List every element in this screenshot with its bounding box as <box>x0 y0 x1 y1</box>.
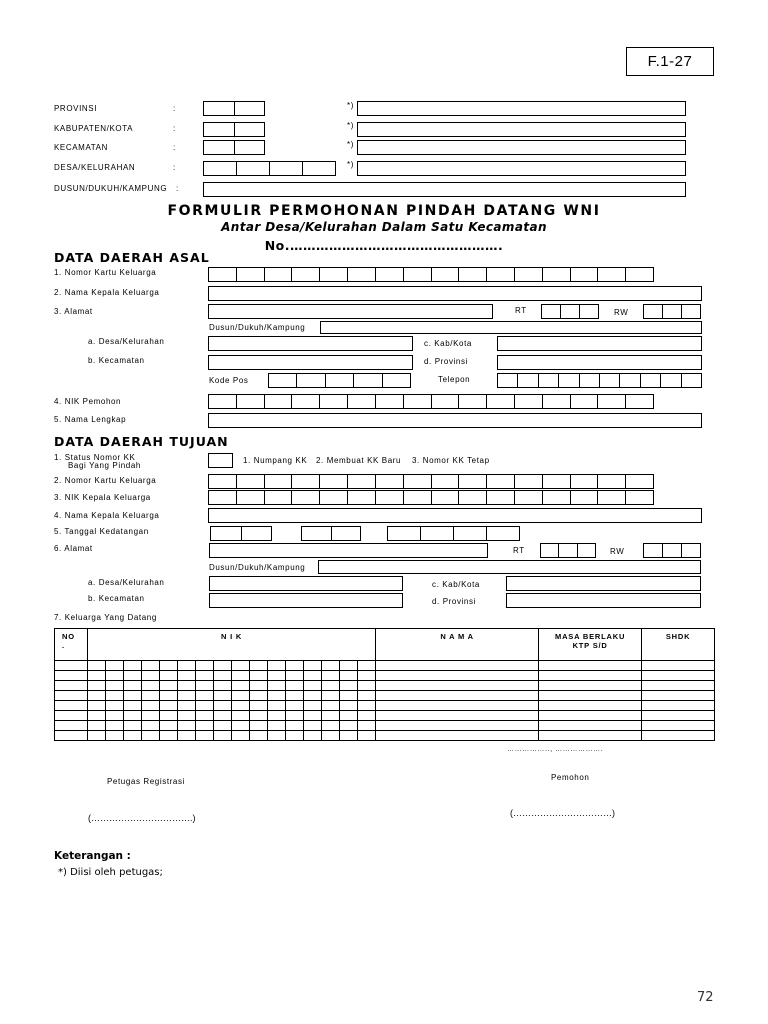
asal-nama-lengkap-field[interactable] <box>208 413 702 428</box>
table-cell[interactable] <box>304 731 322 741</box>
table-cell[interactable] <box>358 681 376 691</box>
table-cell[interactable] <box>250 661 268 671</box>
tujuan-dusun-field[interactable] <box>318 560 701 574</box>
table-row <box>55 731 715 741</box>
table-cell[interactable] <box>304 691 322 701</box>
table-cell[interactable] <box>232 711 250 721</box>
table-cell[interactable] <box>106 701 124 711</box>
table-cell[interactable] <box>232 681 250 691</box>
col-no-label: NO <box>62 632 75 641</box>
label-tujuan-kabkota: c. Kab/Kota <box>432 580 480 589</box>
table-cell[interactable] <box>358 721 376 731</box>
table-row <box>55 671 715 681</box>
table-cell[interactable] <box>376 711 539 721</box>
table-cell[interactable] <box>106 721 124 731</box>
table-row <box>55 661 715 671</box>
table-row <box>55 681 715 691</box>
label-asal-kabkota: c. Kab/Kota <box>424 339 472 348</box>
table-cell[interactable] <box>642 721 715 731</box>
star-mark: *) <box>347 121 354 130</box>
col-no-dot: . <box>62 641 65 650</box>
keterangan-title: Keterangan : <box>54 850 131 862</box>
table-cell[interactable] <box>196 731 214 741</box>
table-cell[interactable] <box>88 721 106 731</box>
table-cell[interactable] <box>160 681 178 691</box>
kabupaten-code-boxes[interactable] <box>203 122 265 137</box>
section-heading-asal: DATA DAERAH ASAL <box>54 250 210 265</box>
table-cell[interactable] <box>642 701 715 711</box>
table-cell[interactable] <box>250 681 268 691</box>
label-tujuan-status-kk-2: Bagi Yang Pindah <box>68 461 141 470</box>
table-cell[interactable] <box>268 731 286 741</box>
label-tujuan-dusun: Dusun/Dukuh/Kampung <box>209 563 306 572</box>
table-cell[interactable] <box>642 691 715 701</box>
form-number: No.…………………………………………. <box>264 238 504 253</box>
status-option-1: 1. Numpang KK <box>243 456 308 465</box>
table-cell[interactable] <box>178 721 196 731</box>
table-cell[interactable] <box>178 731 196 741</box>
table-cell[interactable] <box>286 681 304 691</box>
table-cell[interactable] <box>268 711 286 721</box>
table-cell[interactable] <box>214 691 232 701</box>
table-cell[interactable] <box>196 701 214 711</box>
table-cell[interactable] <box>160 671 178 681</box>
col-header-masa <box>539 629 642 661</box>
table-cell[interactable] <box>539 691 642 701</box>
label-asal-kecamatan: b. Kecamatan <box>88 356 145 365</box>
form-title: FORMULIR PERMOHONAN PINDAH DATANG WNI <box>167 203 601 219</box>
table-cell[interactable] <box>142 691 160 701</box>
table-cell[interactable] <box>304 711 322 721</box>
keluarga-table <box>54 628 715 741</box>
table-cell[interactable] <box>124 691 142 701</box>
status-option-3: 3. Nomor KK Tetap <box>412 456 490 465</box>
table-cell[interactable] <box>376 701 539 711</box>
tujuan-tanggal-day-boxes[interactable] <box>210 526 272 541</box>
table-cell[interactable] <box>178 661 196 671</box>
col-header-shdk: SHDK <box>642 629 715 661</box>
table-cell[interactable] <box>250 671 268 681</box>
table-cell[interactable] <box>106 691 124 701</box>
table-cell[interactable] <box>196 661 214 671</box>
col-header-nama: N A M A <box>376 629 539 661</box>
kabupaten-name-field[interactable] <box>357 122 686 137</box>
table-cell[interactable] <box>340 691 358 701</box>
table-cell[interactable] <box>88 731 106 741</box>
label-tujuan-rw: RW <box>610 547 625 556</box>
table-cell[interactable] <box>642 711 715 721</box>
provinsi-name-field[interactable] <box>357 101 686 116</box>
table-cell[interactable] <box>340 711 358 721</box>
table-cell[interactable] <box>178 691 196 701</box>
table-cell[interactable] <box>55 681 88 691</box>
keterangan-note: *) Diisi oleh petugas; <box>58 867 163 878</box>
table-cell[interactable] <box>142 711 160 721</box>
table-cell[interactable] <box>160 701 178 711</box>
table-cell[interactable] <box>286 731 304 741</box>
table-cell[interactable] <box>232 661 250 671</box>
table-cell[interactable] <box>322 731 340 741</box>
form-code: F.1-27 <box>647 53 693 70</box>
table-cell[interactable] <box>340 681 358 691</box>
table-cell[interactable] <box>196 711 214 721</box>
table-cell[interactable] <box>124 711 142 721</box>
table-cell[interactable] <box>106 731 124 741</box>
table-cell[interactable] <box>88 681 106 691</box>
table-cell[interactable] <box>88 671 106 681</box>
table-cell[interactable] <box>196 681 214 691</box>
tujuan-alamat-field[interactable] <box>209 543 488 558</box>
table-cell[interactable] <box>214 681 232 691</box>
label-keluarga-datang: 7. Keluarga Yang Datang <box>54 613 157 622</box>
table-cell[interactable] <box>268 691 286 701</box>
table-cell[interactable] <box>376 721 539 731</box>
table-cell[interactable] <box>322 661 340 671</box>
table-cell[interactable] <box>322 691 340 701</box>
asal-rt-boxes[interactable] <box>541 304 599 319</box>
asal-provinsi-field[interactable] <box>497 355 702 370</box>
keluarga-table-body <box>55 661 715 741</box>
table-cell[interactable] <box>286 661 304 671</box>
table-cell[interactable] <box>160 661 178 671</box>
table-cell[interactable] <box>539 711 642 721</box>
table-cell[interactable] <box>142 681 160 691</box>
table-cell[interactable] <box>178 681 196 691</box>
label-kabupaten: KABUPATEN/KOTA <box>54 124 134 133</box>
table-cell[interactable] <box>304 671 322 681</box>
table-cell[interactable] <box>304 661 322 671</box>
table-cell[interactable] <box>55 731 88 741</box>
table-cell[interactable] <box>88 711 106 721</box>
table-cell[interactable] <box>88 701 106 711</box>
asal-kodepos-boxes[interactable] <box>268 373 411 388</box>
table-cell[interactable] <box>124 721 142 731</box>
table-cell[interactable] <box>539 671 642 681</box>
table-cell[interactable] <box>539 701 642 711</box>
table-cell[interactable] <box>232 701 250 711</box>
table-cell[interactable] <box>268 671 286 681</box>
table-cell[interactable] <box>196 671 214 681</box>
table-cell[interactable] <box>196 691 214 701</box>
table-cell[interactable] <box>358 671 376 681</box>
desa-name-field[interactable] <box>357 161 686 176</box>
table-cell[interactable] <box>376 661 539 671</box>
label-asal-provinsi: d. Provinsi <box>424 357 468 366</box>
colon: : <box>173 104 176 113</box>
asal-dusun-field[interactable] <box>320 321 702 334</box>
table-cell[interactable] <box>376 691 539 701</box>
dusun-field[interactable] <box>203 182 686 197</box>
table-cell[interactable] <box>124 731 142 741</box>
label-tujuan-nama-kepala: 4. Nama Kepala Keluarga <box>54 511 160 520</box>
table-cell[interactable] <box>642 671 715 681</box>
form-subtitle: Antar Desa/Kelurahan Dalam Satu Kecamatan <box>221 220 547 234</box>
label-kecamatan: KECAMATAN <box>54 143 108 152</box>
table-cell[interactable] <box>142 731 160 741</box>
table-cell[interactable] <box>376 671 539 681</box>
table-cell[interactable] <box>214 701 232 711</box>
table-row <box>55 701 715 711</box>
table-cell[interactable] <box>250 711 268 721</box>
sign-date-line: …………….., ………………. <box>507 746 604 753</box>
asal-nama-kepala-field[interactable] <box>208 286 702 301</box>
table-cell[interactable] <box>214 671 232 681</box>
star-mark: *) <box>347 101 354 110</box>
table-cell[interactable] <box>358 701 376 711</box>
tujuan-rw-boxes[interactable] <box>643 543 701 558</box>
table-cell[interactable] <box>304 701 322 711</box>
table-cell[interactable] <box>250 701 268 711</box>
table-cell[interactable] <box>340 661 358 671</box>
table-cell[interactable] <box>124 701 142 711</box>
table-cell[interactable] <box>340 701 358 711</box>
asal-nomor-kk-boxes[interactable] <box>208 267 654 282</box>
table-cell[interactable] <box>539 681 642 691</box>
col-masa-label-2: KTP S/D <box>572 641 608 650</box>
table-header-row <box>55 629 715 661</box>
label-tujuan-nomor-kk: 2. Nomor Kartu Keluarga <box>54 476 157 485</box>
table-cell[interactable] <box>106 661 124 671</box>
col-masa-label: MASA BERLAKU <box>555 632 626 641</box>
table-cell[interactable] <box>358 731 376 741</box>
label-asal-nama-lengkap: 5. Nama Lengkap <box>54 415 127 424</box>
label-asal-desa: a. Desa/Kelurahan <box>88 337 165 346</box>
table-cell[interactable] <box>322 711 340 721</box>
table-cell[interactable] <box>268 681 286 691</box>
label-tujuan-alamat: 6. Alamat <box>54 544 93 553</box>
table-cell[interactable] <box>232 721 250 731</box>
section-heading-tujuan: DATA DAERAH TUJUAN <box>54 434 229 449</box>
tujuan-status-kk-box[interactable] <box>208 453 233 468</box>
table-cell[interactable] <box>322 681 340 691</box>
table-cell[interactable] <box>268 701 286 711</box>
tujuan-nik-kepala-boxes[interactable] <box>208 490 654 505</box>
table-cell[interactable] <box>178 711 196 721</box>
table-cell[interactable] <box>232 691 250 701</box>
table-cell[interactable] <box>268 661 286 671</box>
table-cell[interactable] <box>214 661 232 671</box>
table-cell[interactable] <box>286 701 304 711</box>
table-cell[interactable] <box>55 671 88 681</box>
label-asal-dusun: Dusun/Dukuh/Kampung <box>209 323 306 332</box>
tujuan-provinsi-field[interactable] <box>506 593 701 608</box>
provinsi-code-boxes[interactable] <box>203 101 265 116</box>
colon: : <box>176 184 179 193</box>
label-tujuan-desa: a. Desa/Kelurahan <box>88 578 165 587</box>
table-cell[interactable] <box>142 671 160 681</box>
pemohon-signature-line[interactable]: (……………………………) <box>510 808 615 818</box>
table-cell[interactable] <box>322 721 340 731</box>
table-row <box>55 691 715 701</box>
tujuan-tanggal-year-boxes[interactable] <box>387 526 520 541</box>
table-cell[interactable] <box>286 721 304 731</box>
table-cell[interactable] <box>340 721 358 731</box>
table-cell[interactable] <box>55 721 88 731</box>
asal-rw-boxes[interactable] <box>643 304 701 319</box>
table-cell[interactable] <box>642 661 715 671</box>
table-row <box>55 721 715 731</box>
table-cell[interactable] <box>178 671 196 681</box>
table-cell[interactable] <box>142 661 160 671</box>
label-asal-nik-pemohon: 4. NIK Pemohon <box>54 397 122 406</box>
tujuan-desa-field[interactable] <box>209 576 403 591</box>
table-cell[interactable] <box>55 661 88 671</box>
kecamatan-code-boxes[interactable] <box>203 140 265 155</box>
form-code-box <box>626 47 714 76</box>
star-mark: *) <box>347 160 354 169</box>
table-cell[interactable] <box>286 711 304 721</box>
col-header-no <box>55 629 88 661</box>
label-tujuan-tanggal: 5. Tanggal Kedatangan <box>54 527 149 536</box>
asal-kecamatan-field[interactable] <box>208 355 413 370</box>
tujuan-nomor-kk-boxes[interactable] <box>208 474 654 489</box>
table-cell[interactable] <box>214 711 232 721</box>
label-petugas: Petugas Registrasi <box>107 777 185 786</box>
table-row <box>55 711 715 721</box>
table-cell[interactable] <box>178 701 196 711</box>
table-cell[interactable] <box>539 721 642 731</box>
table-cell[interactable] <box>376 731 539 741</box>
page-number: 72 <box>697 990 714 1005</box>
label-asal-alamat: 3. Alamat <box>54 307 93 316</box>
table-cell[interactable] <box>340 671 358 681</box>
table-cell[interactable] <box>358 691 376 701</box>
colon: : <box>173 124 176 133</box>
table-cell[interactable] <box>160 711 178 721</box>
label-desa: DESA/KELURAHAN <box>54 163 136 172</box>
asal-nik-pemohon-boxes[interactable] <box>208 394 654 409</box>
tujuan-tanggal-month-boxes[interactable] <box>301 526 361 541</box>
table-cell[interactable] <box>340 731 358 741</box>
label-tujuan-nik-kepala: 3. NIK Kepala Keluarga <box>54 493 151 502</box>
desa-code-boxes[interactable] <box>203 161 336 176</box>
table-cell[interactable] <box>160 721 178 731</box>
table-cell[interactable] <box>322 671 340 681</box>
table-cell[interactable] <box>124 661 142 671</box>
label-tujuan-rt: RT <box>513 546 525 555</box>
table-cell[interactable] <box>539 661 642 671</box>
label-asal-nomor-kk: 1. Nomor Kartu Keluarga <box>54 268 157 277</box>
table-cell[interactable] <box>232 731 250 741</box>
table-cell[interactable] <box>214 731 232 741</box>
label-asal-nama-kepala: 2. Nama Kepala Keluarga <box>54 288 160 297</box>
table-cell[interactable] <box>642 681 715 691</box>
table-cell[interactable] <box>250 691 268 701</box>
table-cell[interactable] <box>268 721 286 731</box>
asal-telepon-boxes[interactable] <box>497 373 702 388</box>
table-cell[interactable] <box>106 681 124 691</box>
label-tujuan-kecamatan: b. Kecamatan <box>88 594 145 603</box>
label-tujuan-provinsi: d. Provinsi <box>432 597 476 606</box>
table-cell[interactable] <box>160 691 178 701</box>
table-cell[interactable] <box>358 661 376 671</box>
asal-alamat-field[interactable] <box>208 304 493 319</box>
table-cell[interactable] <box>55 701 88 711</box>
table-cell[interactable] <box>142 721 160 731</box>
table-cell[interactable] <box>196 721 214 731</box>
table-cell[interactable] <box>250 721 268 731</box>
col-header-nik: N I K <box>88 629 376 661</box>
label-dusun: DUSUN/DUKUH/KAMPUNG <box>54 184 168 193</box>
table-cell[interactable] <box>304 721 322 731</box>
table-cell[interactable] <box>55 711 88 721</box>
table-cell[interactable] <box>286 691 304 701</box>
tujuan-kecamatan-field[interactable] <box>209 593 403 608</box>
label-tujuan-status-kk: 1. Status Nomor KK <box>54 453 136 462</box>
status-option-2: 2. Membuat KK Baru <box>316 456 402 465</box>
asal-desa-field[interactable] <box>208 336 413 351</box>
table-cell[interactable] <box>322 701 340 711</box>
label-pemohon: Pemohon <box>551 773 590 782</box>
table-cell[interactable] <box>55 691 88 701</box>
table-cell[interactable] <box>232 671 250 681</box>
colon: : <box>173 143 176 152</box>
table-cell[interactable] <box>124 681 142 691</box>
kecamatan-name-field[interactable] <box>357 140 686 155</box>
table-cell[interactable] <box>286 671 304 681</box>
star-mark: *) <box>347 140 354 149</box>
label-asal-rt: RT <box>515 306 527 315</box>
asal-kabkota-field[interactable] <box>497 336 702 351</box>
table-cell[interactable] <box>88 691 106 701</box>
table-cell[interactable] <box>214 721 232 731</box>
table-cell[interactable] <box>124 671 142 681</box>
table-cell[interactable] <box>142 701 160 711</box>
table-cell[interactable] <box>160 731 178 741</box>
table-cell[interactable] <box>106 711 124 721</box>
tujuan-kabkota-field[interactable] <box>506 576 701 591</box>
table-cell[interactable] <box>358 711 376 721</box>
tujuan-rt-boxes[interactable] <box>540 543 596 558</box>
label-asal-telepon: Telepon <box>438 375 471 384</box>
table-cell[interactable] <box>304 681 322 691</box>
table-cell[interactable] <box>376 681 539 691</box>
table-cell[interactable] <box>106 671 124 681</box>
tujuan-nama-kepala-field[interactable] <box>208 508 702 523</box>
table-cell[interactable] <box>539 731 642 741</box>
table-cell[interactable] <box>88 661 106 671</box>
label-asal-rw: RW <box>614 308 629 317</box>
label-asal-kodepos: Kode Pos <box>209 376 249 385</box>
label-provinsi: PROVINSI <box>54 104 98 113</box>
table-cell[interactable] <box>250 731 268 741</box>
table-cell[interactable] <box>642 731 715 741</box>
petugas-signature-line[interactable]: (…………………………….) <box>88 813 196 823</box>
colon: : <box>173 163 176 172</box>
